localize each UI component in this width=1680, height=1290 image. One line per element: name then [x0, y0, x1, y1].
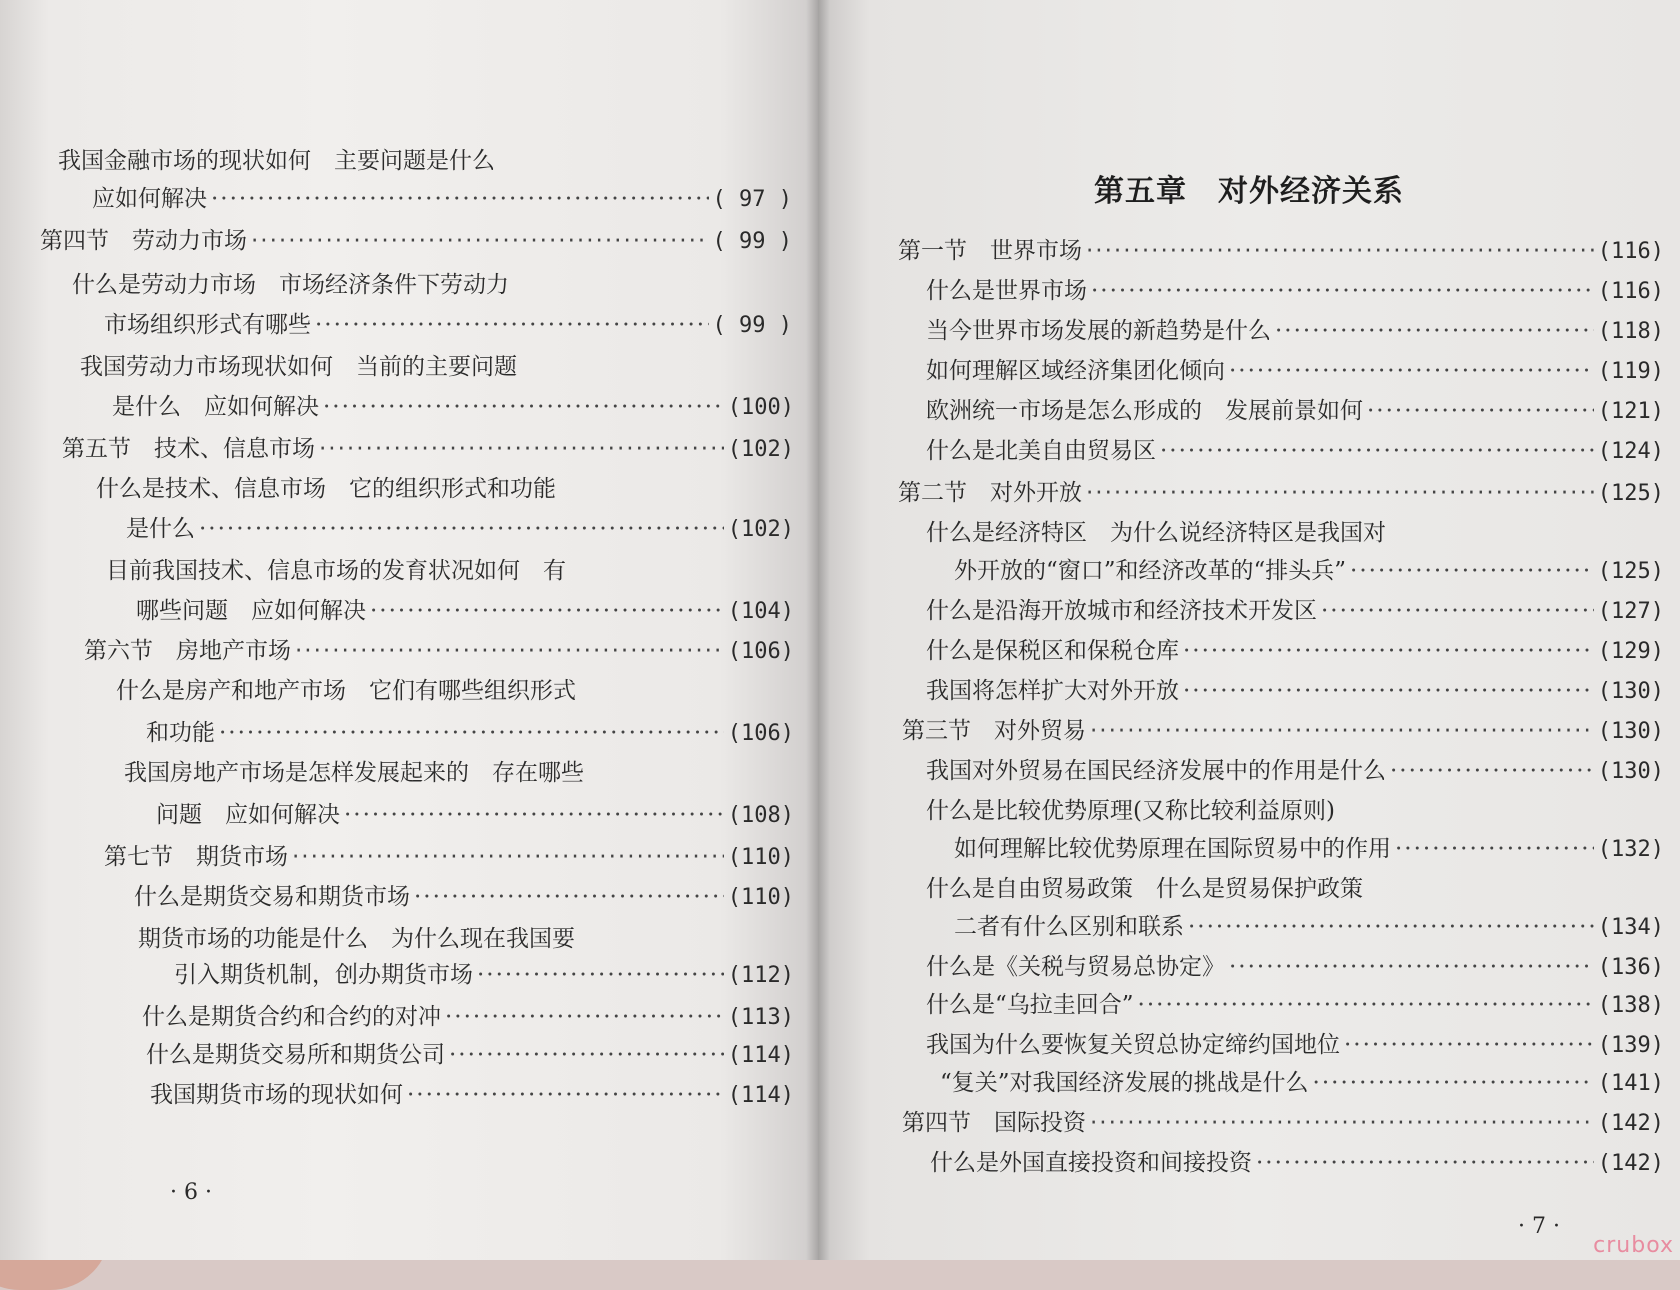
toc-entry: 我国对外贸易在国民经济发展中的作用是什么 ····· (130)	[926, 756, 1664, 787]
toc-entry: 什么是沿海开放城市和经济技术开发区 ····· (127)	[926, 596, 1664, 627]
page-number: (113)	[727, 1005, 794, 1030]
toc-entry: 什么是外国直接投资和间接投资 ····· (142)	[930, 1148, 1664, 1179]
page-number: (139)	[1597, 1033, 1664, 1058]
watermark-text: crubox	[1593, 1233, 1674, 1258]
page-number: (104)	[727, 599, 794, 624]
toc-line: 什么是自由贸易政策 什么是贸易保护政策	[926, 876, 1363, 902]
page-number: (121)	[1597, 399, 1664, 424]
page-number: (110)	[727, 885, 794, 910]
toc-entry: 欧洲统一市场是怎么形成的 发展前景如何 ····· (121)	[926, 396, 1664, 427]
page-number: (100)	[727, 395, 794, 420]
page-number: ( 97 )	[712, 187, 792, 212]
page-number: (130)	[1597, 719, 1664, 744]
page-folio: · 7 ·	[1518, 1214, 1560, 1239]
page-number: (114)	[727, 1043, 794, 1068]
page-number: (110)	[727, 845, 794, 870]
toc-section: 第二节 对外开放 ····· (125)	[898, 478, 1664, 509]
page-number: ( 99 )	[712, 313, 792, 338]
page-number: (114)	[727, 1083, 794, 1108]
book-gutter	[806, 0, 830, 1260]
page-number: (141)	[1597, 1071, 1664, 1096]
toc-line: 期货市场的功能是什么 为什么现在我国要	[138, 926, 575, 952]
page-number: (136)	[1597, 955, 1664, 980]
toc-entry: 什么是期货交易所和期货公司 ····· (114)	[146, 1040, 794, 1071]
toc-section: 第一节 世界市场 ····· (116)	[898, 236, 1664, 267]
page-number: (118)	[1597, 319, 1664, 344]
toc-entry: 我国为什么要恢复关贸总协定缔约国地位 ····· (139)	[926, 1030, 1664, 1061]
toc-entry: 什么是保税区和保税仓库 ····· (129)	[926, 636, 1664, 667]
right-page	[818, 0, 1680, 1260]
toc-entry: 我国将怎样扩大对外开放 ····· (130)	[926, 676, 1664, 707]
toc-section: 第七节 期货市场 ····· (110)	[104, 842, 794, 873]
page-number: (116)	[1597, 239, 1664, 264]
page-number: (142)	[1597, 1111, 1664, 1136]
page-number: (106)	[727, 721, 794, 746]
toc-entry: 引入期货机制，创办期货市场 ····· (112)	[174, 960, 794, 991]
page-number: (116)	[1597, 279, 1664, 304]
toc-line: 目前我国技术、信息市场的发育状况如何 有	[106, 558, 566, 584]
page-number: (102)	[727, 437, 794, 462]
toc-section: 第四节 国际投资 ····· (142)	[902, 1108, 1664, 1139]
left-page	[0, 0, 818, 1260]
page-number: (127)	[1597, 599, 1664, 624]
toc-line: 什么是劳动力市场 市场经济条件下劳动力	[72, 272, 509, 298]
toc-entry: 如何理解比较优势原理在国际贸易中的作用 ····· (132)	[954, 834, 1664, 865]
toc-line: 什么是技术、信息市场 它的组织形式和功能	[96, 476, 556, 502]
toc-entry: 是什么 ····· (102)	[126, 514, 794, 545]
page-number: (119)	[1597, 359, 1664, 384]
page-number: (124)	[1597, 439, 1664, 464]
toc-entry: 是什么 应如何解决 ····· (100)	[112, 392, 794, 423]
page-number: (106)	[727, 639, 794, 664]
toc-entry: 我国期货市场的现状如何 ····· (114)	[150, 1080, 794, 1111]
toc-entry: 哪些问题 应如何解决 ····· (104)	[136, 596, 794, 627]
toc-section: 第六节 房地产市场 ····· (106)	[84, 636, 794, 667]
toc-entry: 什么是“乌拉圭回合” ····· (138)	[926, 990, 1664, 1021]
page-number: (108)	[727, 803, 794, 828]
toc-entry: 市场组织形式有哪些 ····· ( 99 )	[104, 310, 792, 341]
page-number: (130)	[1597, 759, 1664, 784]
toc-entry: 外开放的“窗口”和经济改革的“排头兵” ····· (125)	[954, 556, 1664, 587]
page-folio: · 6 ·	[170, 1180, 212, 1205]
page-number: (125)	[1597, 559, 1664, 584]
page-number: (129)	[1597, 639, 1664, 664]
page-number: (142)	[1597, 1151, 1664, 1176]
toc-entry: 和功能 ····· (106)	[146, 718, 794, 749]
page-number: ( 99 )	[712, 229, 792, 254]
toc-entry: “复关”对我国经济发展的挑战是什么 ····· (141)	[940, 1068, 1664, 1099]
toc-entry: 什么是《关税与贸易总协定》 ····· (136)	[926, 952, 1664, 983]
toc-line: 什么是比较优势原理(又称比较利益原则)	[926, 798, 1335, 824]
toc-line: 我国房地产市场是怎样发展起来的 存在哪些	[124, 760, 584, 786]
toc-section: 第四节 劳动力市场 ····· ( 99 )	[40, 226, 792, 257]
page-number: (125)	[1597, 481, 1664, 506]
toc-entry: 问题 应如何解决 ····· (108)	[156, 800, 794, 831]
toc-line: 我国金融市场的现状如何 主要问题是什么	[58, 148, 495, 174]
toc-entry: 应如何解决 ····· ( 97 )	[92, 184, 792, 215]
toc-entry: 如何理解区域经济集团化倾向 ····· (119)	[926, 356, 1664, 387]
chapter-title: 第五章 对外经济关系	[1094, 174, 1404, 209]
page-number: (130)	[1597, 679, 1664, 704]
page-number: (132)	[1597, 837, 1664, 862]
toc-line: 我国劳动力市场现状如何 当前的主要问题	[80, 354, 517, 380]
toc-line: 什么是经济特区 为什么说经济特区是我国对	[926, 520, 1386, 546]
toc-entry: 什么是期货交易和期货市场 ····· (110)	[134, 882, 794, 913]
toc-entry: 什么是期货合约和合约的对冲 ····· (113)	[142, 1002, 794, 1033]
toc-entry: 什么是北美自由贸易区 ····· (124)	[926, 436, 1664, 467]
toc-entry: 二者有什么区别和联系 ····· (134)	[954, 912, 1664, 943]
toc-section: 第三节 对外贸易 ····· (130)	[902, 716, 1664, 747]
page-number: (138)	[1597, 993, 1664, 1018]
toc-entry: 当今世界市场发展的新趋势是什么 ····· (118)	[926, 316, 1664, 347]
page-number: (112)	[727, 963, 794, 988]
page-number: (134)	[1597, 915, 1664, 940]
page-number: (102)	[727, 517, 794, 542]
toc-section: 第五节 技术、信息市场 ····· (102)	[62, 434, 794, 465]
toc-line: 什么是房产和地产市场 它们有哪些组织形式	[116, 678, 576, 704]
toc-entry: 什么是世界市场 ····· (116)	[926, 276, 1664, 307]
